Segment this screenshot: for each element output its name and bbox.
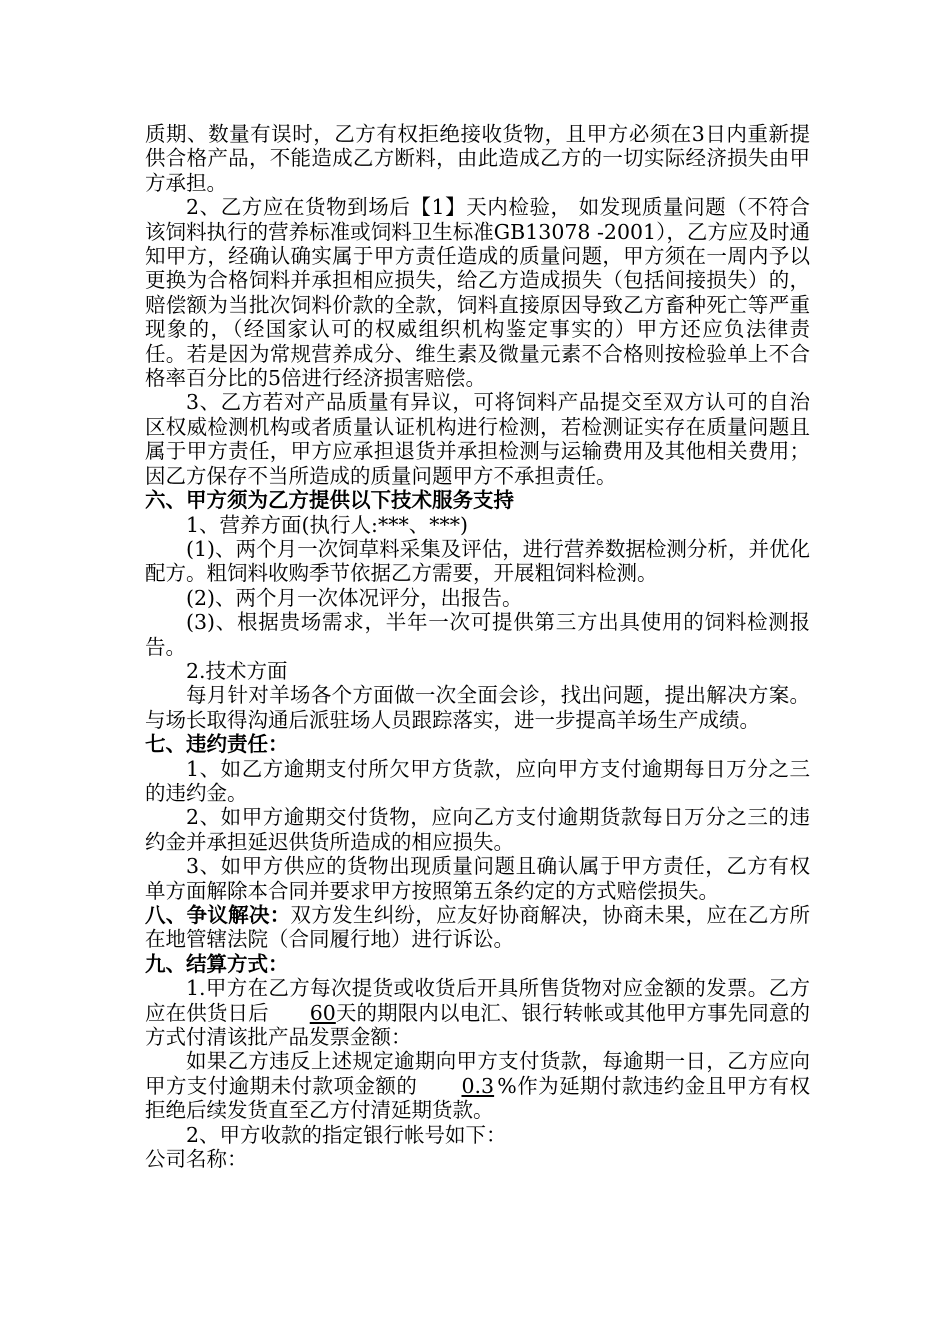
paragraph-continuation: 质期、数量有误时，乙方有权拒绝接收货物，且甲方必须在3日内重新提供合格产品，不能造成乙方断料，由此造成乙方的一切实际经济损失由甲方承担。 bbox=[145, 122, 810, 195]
section-9-penalty-part-b: %作为延期付款违约金且甲方有权拒绝后续发货直至乙方付清延期货款。 bbox=[145, 1073, 811, 1123]
clause-5-2: 2、乙方应在货物到场后【1】天内检验， 如发现质量问题（不符合该饲料执行的营养标准或饲料卫生标准GB13078 -2001），乙方应及时通知甲方，经确认确实属于甲方责任造成的质量问题，甲方须在一周内予以更换为合格饲料并承担相应损失，给乙方造成损失（包括间接损失）的，赔偿额为当批次饲料价款的全款，饲料直接原因导致乙方畜种死亡等严重现象的，（经国家认可的权威组织机构鉴定事实的）甲方还应负法律责任。若是因为常规营养成分、维生素及微量元素不合格则按检验单上不合格率百分比的5倍进行经济损害赔偿。 bbox=[145, 195, 810, 391]
clause-5-3: 3、乙方若对产品质量有异议，可将饲料产品提交至双方认可的自治区权威检测机构或者质量认证机构进行检测，若检测证实存在质量问题且属于甲方责任，甲方应承担退货并承担检测与运输费用及其他相关费用；因乙方保存不当所造成的质量问题甲方不承担责任。 bbox=[145, 390, 810, 488]
section-9-heading: 九、结算方式： bbox=[145, 951, 289, 976]
section-6-item-1-1: (1)、两个月一次饲草料采集及评估，进行营养数据检测分析，并优化配方。粗饲料收购季节依据乙方需要，开展粗饲料检测。 bbox=[145, 536, 810, 586]
section-7-item-3: 3、如甲方供应的货物出现质量问题且确认属于甲方责任，乙方有权单方面解除本合同并要求甲方按照第五条约定的方式赔偿损失。 bbox=[145, 854, 810, 903]
section-8 bbox=[145, 903, 810, 952]
company-name-line: 公司名称： bbox=[145, 1147, 248, 1172]
section-8-heading: 八、争议解决： bbox=[145, 903, 291, 927]
section-9-item-1-part-b: 天的期限内以电汇、银行转帐或其他甲方事先同意的方式付清该批产品发票金额： bbox=[145, 1000, 811, 1050]
section-8-text: 双方发生纠纷，应友好协商解决，协商未果，应在乙方所在地管辖法院（合同履行地）进行诉讼。 bbox=[145, 903, 811, 952]
section-6-item-1-3: (3)、根据贵场需求，半年一次可提供第三方出具使用的饲料检测报告。 bbox=[145, 610, 810, 659]
section-9-penalty-part-a: 如果乙方违反上述规定逾期向甲方支付货款，每逾期一日，乙方应向甲方支付逾期未付款项金额的 bbox=[145, 1049, 810, 1098]
section-7-heading: 七、违约责任： bbox=[145, 732, 289, 757]
section-9-item-1 bbox=[145, 976, 810, 1049]
section-7-item-2: 2、如甲方逾期交付货物，应向乙方支付逾期货款每日万分之三的违约金并承担延迟供货所造成的相应损失。 bbox=[145, 805, 810, 854]
section-9-penalty bbox=[145, 1049, 810, 1122]
section-6-item-2: 2.技术方面 bbox=[186, 658, 288, 683]
penalty-rate-field: 0.3 bbox=[461, 1073, 495, 1098]
section-9-item-1-part-a: 1.甲方在乙方每次提货或收货后开具所售货物对应金额的发票。乙方应在供货日后 bbox=[145, 976, 810, 1025]
section-6-heading: 六、甲方须为乙方提供以下技术服务支持 bbox=[145, 488, 514, 513]
section-7-item-1: 1、如乙方逾期支付所欠甲方货款，应向甲方支付逾期每日万分之三的违约金。 bbox=[145, 756, 810, 805]
section-6-item-2-text: 每月针对羊场各个方面做一次全面会诊，找出问题，提出解决方案。与场长取得沟通后派驻场人员跟踪落实，进一步提高羊场生产成绩。 bbox=[145, 683, 810, 732]
section-9-item-2: 2、甲方收款的指定银行帐号如下： bbox=[186, 1122, 507, 1147]
section-6-item-1: 1、营养方面(执行人:***、***) bbox=[186, 512, 468, 537]
payment-days-field: 60 bbox=[309, 1000, 336, 1025]
section-6-item-1-2: (2)、两个月一次体况评分，出报告。 bbox=[186, 585, 523, 610]
